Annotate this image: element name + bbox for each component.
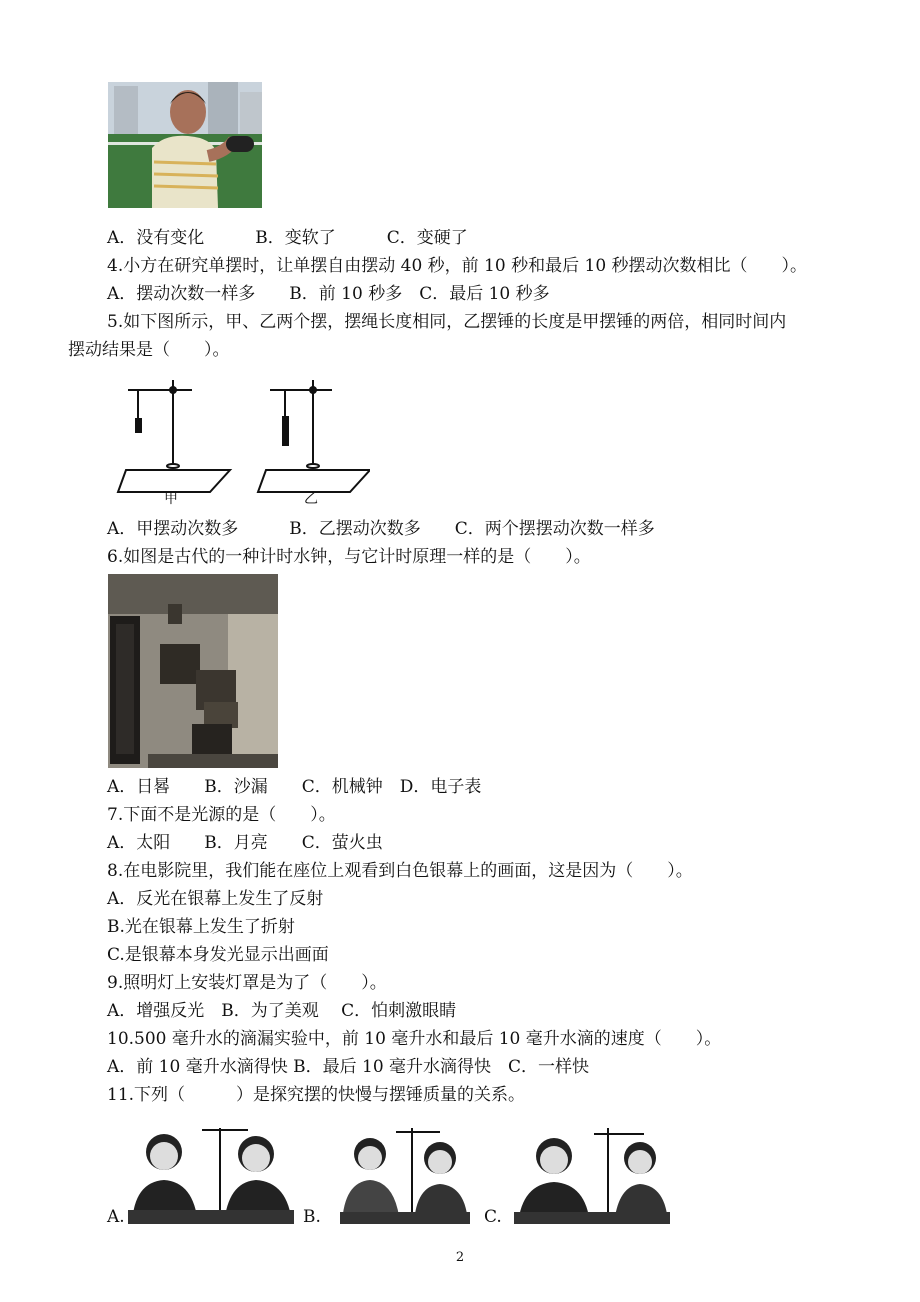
q11-photo-c [514,1126,670,1224]
label-yi: 乙 [304,491,318,507]
boy-dumbbell-photo [108,82,262,208]
water-clock-photo [108,574,278,768]
q11-label-c: C. [484,1207,502,1227]
q11-label-a: A. [107,1207,125,1227]
q5-stem-line1: 5.如下图所示，甲、乙两个摆，摆绳长度相同，乙摆锤的长度是甲摆锤的两倍，相同时间内 [107,312,787,332]
q7-options: A．太阳 B．月亮 C．萤火虫 [107,833,383,853]
q11-stem: 11.下列（ ）是探究摆的快慢与摆锤质量的关系。 [107,1085,526,1105]
page-number: 2 [455,1250,465,1265]
q5-options: A．甲摆动次数多 B．乙摆动次数多 C．两个摆摆动次数一样多 [107,519,655,539]
q11-photo-a [128,1124,294,1224]
q8-option-a: A．反光在银幕上发生了反射 [107,889,324,909]
q4-stem: 4.小方在研究单摆时，让单摆自由摆动 40 秒，前 10 秒和最后 10 秒摆动次数相比（ ）。 [107,256,808,276]
q8-option-c: C.是银幕本身发光显示出画面 [107,945,329,965]
pendulum-diagram [110,370,370,510]
q11-photo-b [340,1126,470,1224]
q4-options: A．摆动次数一样多 B．前 10 秒多 C．最后 10 秒多 [107,284,550,304]
q10-stem: 10.500 毫升水的滴漏实验中，前 10 毫升水和最后 10 毫升水滴的速度（ ）。 [107,1029,722,1049]
label-jia: 甲 [164,491,178,507]
q5-stem-line2: 摆动结果是（ ）。 [68,340,230,360]
q7-stem: 7.下面不是光源的是（ ）。 [107,805,336,825]
q3-options: A．没有变化 B．变软了 C．变硬了 [107,228,468,248]
q10-options: A．前 10 毫升水滴得快 B．最后 10 毫升水滴得快 C．一样快 [107,1057,590,1077]
q6-options: A．日晷 B．沙漏 C．机械钟 D．电子表 [107,777,482,797]
q9-options: A．增强反光 B．为了美观 C．怕刺激眼睛 [107,1001,457,1021]
q6-stem: 6.如图是古代的一种计时水钟，与它计时原理一样的是（ ）。 [107,547,591,567]
q11-label-b: B. [303,1207,321,1227]
q8-stem: 8.在电影院里，我们能在座位上观看到白色银幕上的画面，这是因为（ ）。 [107,861,693,881]
q9-stem: 9.照明灯上安装灯罩是为了（ ）。 [107,973,387,993]
q8-option-b: B.光在银幕上发生了折射 [107,917,295,937]
